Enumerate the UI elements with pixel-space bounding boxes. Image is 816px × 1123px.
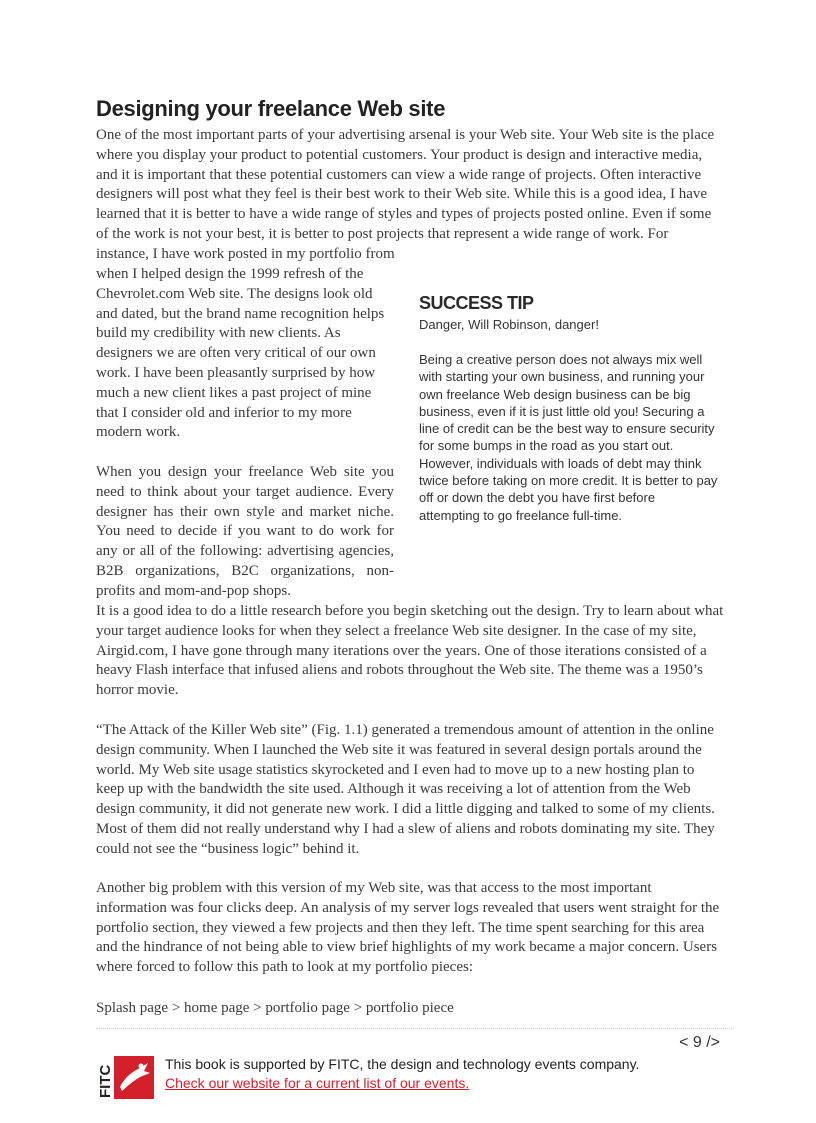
success-tip-box	[419, 293, 719, 524]
paragraph-intro: One of the most important parts of your advertising arsenal is your Web site. Your Web site is the place where you display your product to potential customers. Your product is design and interactive media, and it is important that these potential customers can view a wide range of projects. Often interactive designers will post what they feel is their best work to their Web site. While this is a good idea, I have learned that it is better to have a wide range of styles and types of projects posted online. Even if some of the work is not your best, it is better to post projects that represent a wide range of work. For instance, I have work posted in my portfolio from	[96, 127, 715, 262]
fitc-logo	[96, 1053, 154, 1099]
success-tip-subtitle: Danger, Will Robinson, danger!	[419, 317, 599, 332]
footer-support-text: This book is supported by FITC, the design and technology events company.	[165, 1056, 640, 1072]
success-tip-heading: SUCCESS TIP	[419, 293, 534, 313]
paragraph-killer-website: “The Attack of the Killer Web site” (Fig. 1.1) generated a tremendous amount of attention in the online design community. When I launched the Web site it was featured in several design portals around the world. My Web site usage statistics skyrocketed and I even had to move up to a new hosting plan to keep up with the bandwidth the site used. Although it was receiving a lot of attention from the Web design community, it did not generate new work. I did a little digging and talked to some of my clients. Most of them did not really understand why I had a slew of aliens and robots dominating my site. They could not see the “business logic” behind it.	[96, 722, 715, 857]
paragraph-target-audience: When you design your freelance Web site you need to think about your target audience. Every designer has their own style and market niche. You need to decide if you want to do work for any or all of the following: advertising agencies, B2B organizations, B2C organizations, non-profits and mom-and-pop shops.	[96, 464, 394, 599]
success-tip-body: Being a creative person does not always mix well with starting your own business, and running your own freelance Web design business can be big business, even if it is just little old you! Securing a line of credit can be the best way to ensure security for some bumps in the road as you start out. However, individuals with loads of debt may think twice before taking on more credit. It is better to pay off or down the debt you have first before attempting to go freelance full-time.	[419, 352, 718, 523]
paragraph-chevrolet: when I helped design the 1999 refresh of the Chevrolet.com Web site. The designs look old and dated, but the brand name recognition helps build my credibility with new clients. As designers we are often very critical of our own work. I have been pleasantly surprised by how much a new client likes a past project of mine that I consider old and inferior to my more modern work.	[96, 266, 385, 441]
footer-events-link[interactable]: Check our website for a current list of our events.	[165, 1075, 470, 1091]
fitc-logo-text: FITC	[97, 1064, 114, 1098]
page-title: Designing your freelance Web site	[96, 96, 446, 121]
paragraph-research: It is a good idea to do a little research before you begin sketching out the design. Try to learn about what your target audience looks for when they select a freelance Web site designer. In the case of my site, Airgid.com, I have gone through many iterations over the years. One of those iterations consisted of a heavy Flash interface that infused aliens and robots throughout the Web site. The theme was a 1950’s horror movie.	[96, 603, 724, 699]
footer-divider	[96, 1028, 732, 1029]
page-number: < 9 />	[679, 1034, 720, 1051]
paragraph-problem: Another big problem with this version of my Web site, was that access to the most important information was four clicks deep. An analysis of my server logs revealed that users went straight for the portfolio section, they viewed a few projects and then they left. The time spent searching for this area and the hindrance of not being able to view brief highlights of my work became a major concern. Users where forced to follow this path to look at my portfolio pieces:	[96, 880, 720, 976]
paragraph-navigation-path: Splash page > home page > portfolio page > portfolio piece	[96, 1000, 454, 1016]
footer-text	[165, 1055, 639, 1093]
